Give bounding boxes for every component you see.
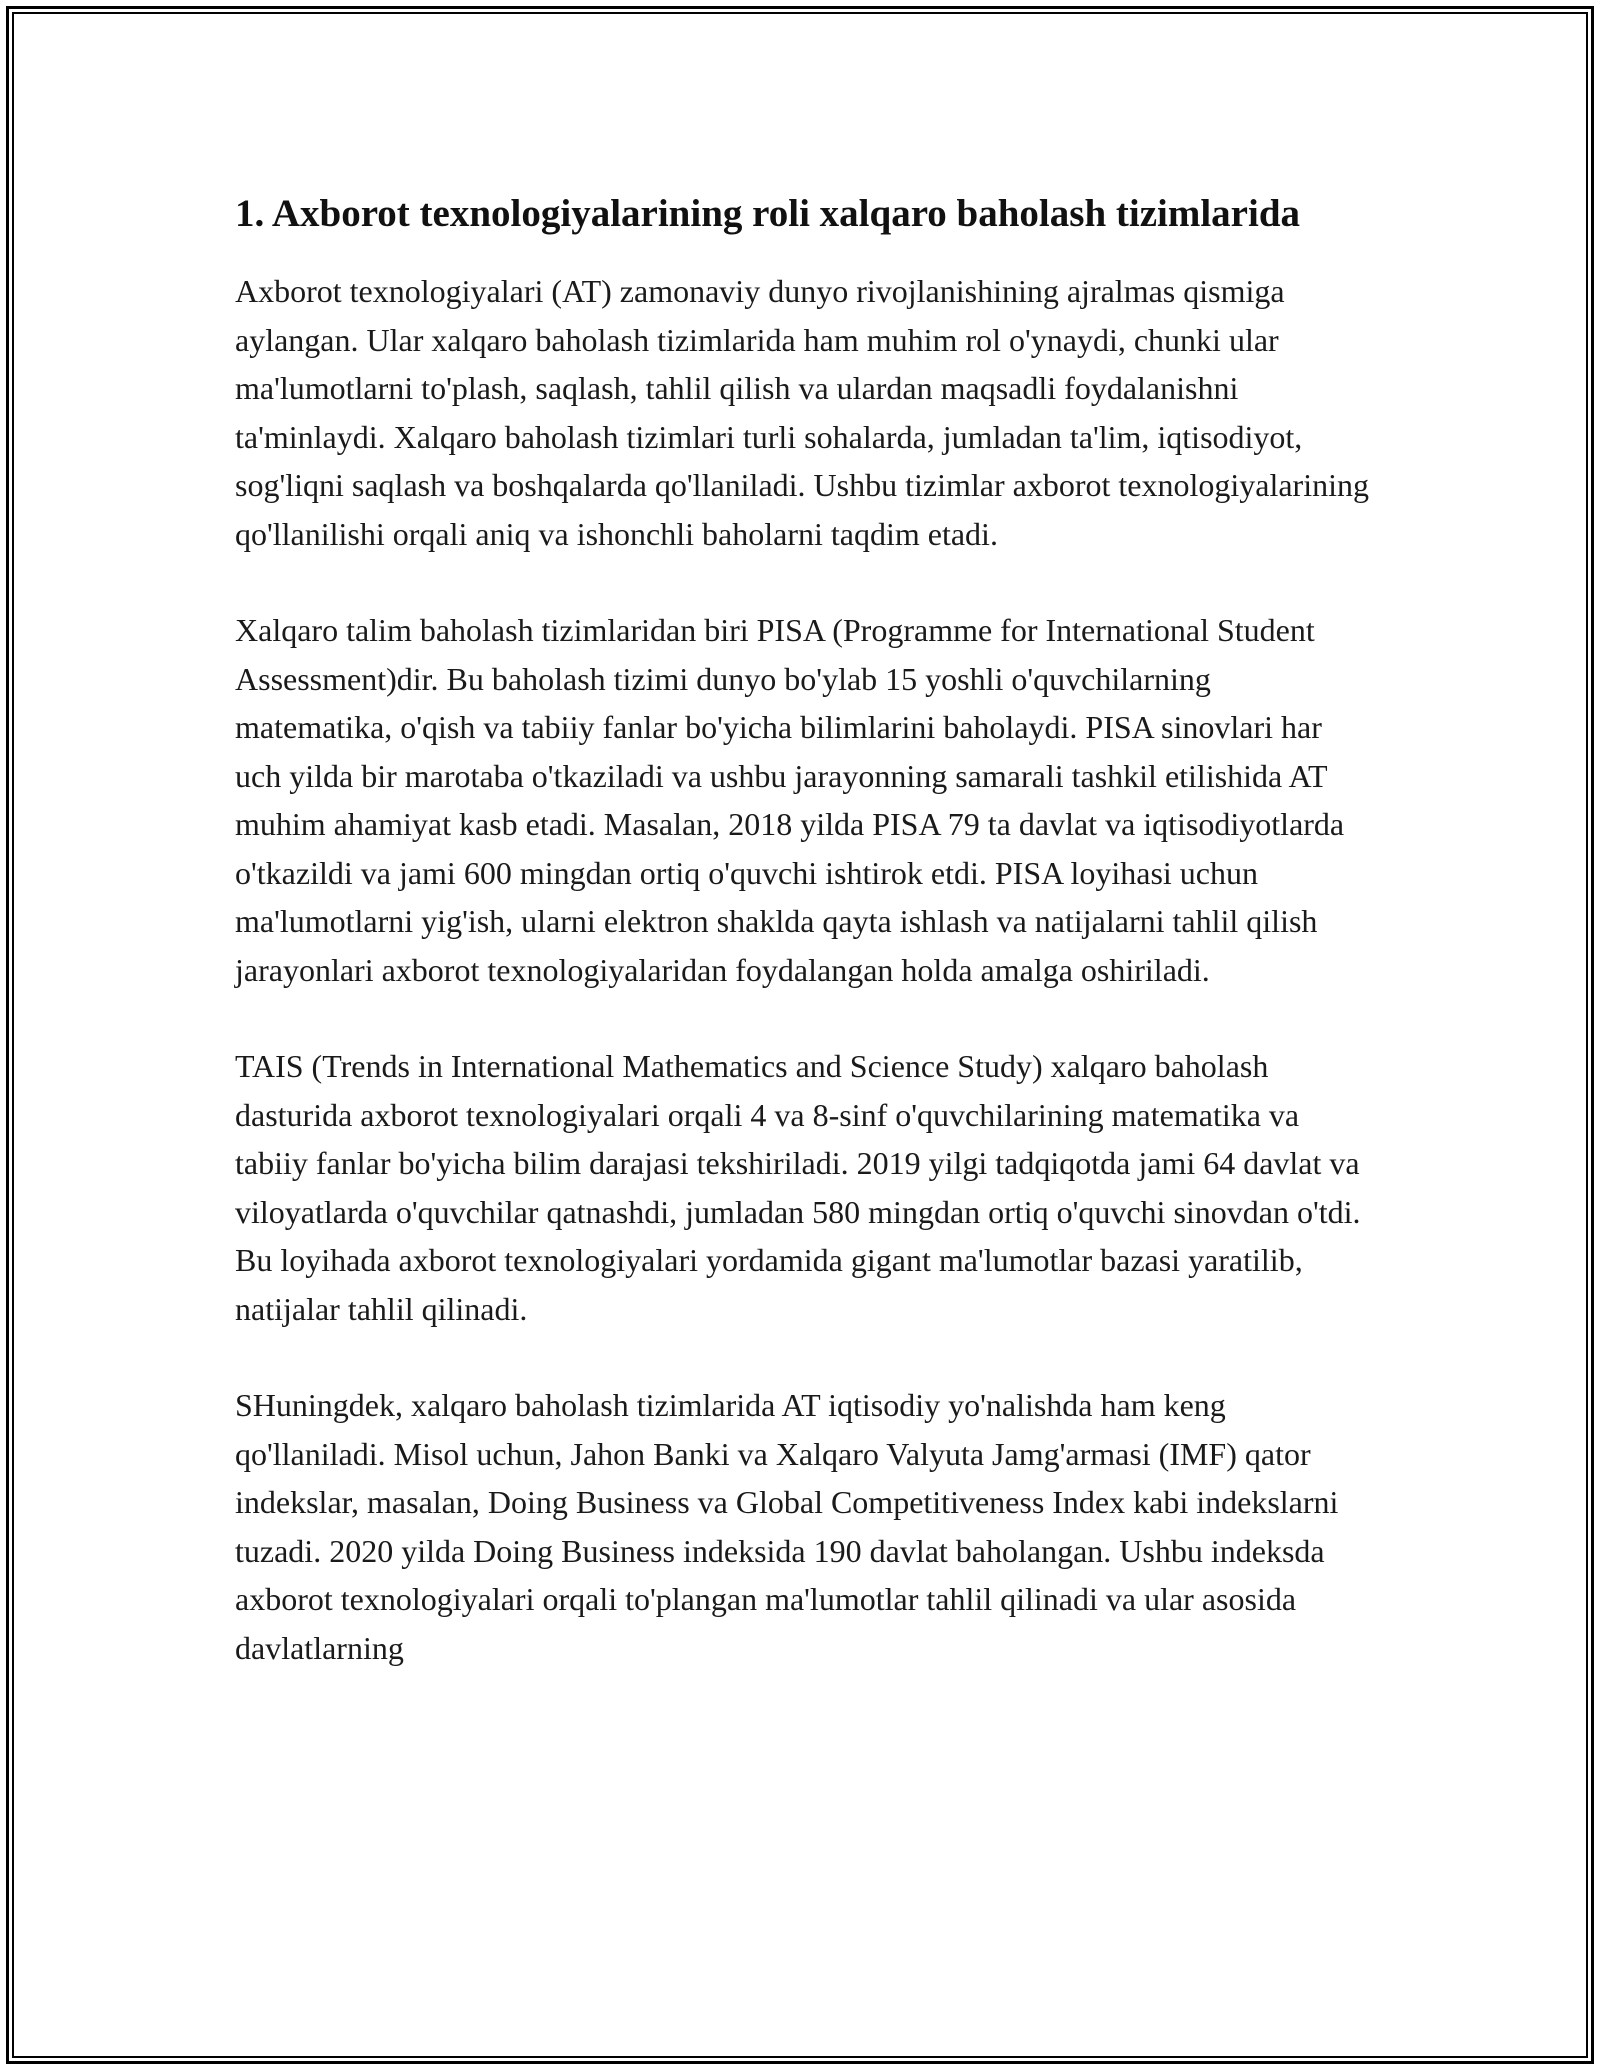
- document-body: [235, 186, 1370, 1672]
- paragraph-economic: SHuningdek, xalqaro baholash tizimlarida AT iqtisodiy yo'nalishda ham keng qo'llaniladi. Misol uchun, Jahon Banki va Xalqaro Valyuta Jamg'armasi (IMF) qator indekslar, masalan, Doing Business va Global Competitiveness Index kabi indekslarni tuzadi. 2020 yilda Doing Business indeksida 190 davlat baholangan. Ushbu indeksda axborot texnologiyalari orqali to'plangan ma'lumotlar tahlil qilinadi va ular asosida davlatlarning: [235, 1387, 1339, 1666]
- paragraph-tais: TAIS (Trends in International Mathematics and Science Study) xalqaro baholash dasturida axborot texnologiyalari orqali 4 va 8-sinf o'quvchilarining matematika va tabiiy fanlar bo'yicha bilim darajasi tekshiriladi. 2019 yilgi tadqiqotda jami 64 davlat va viloyatlarda o'quvchilar qatnashdi, jumladan 580 mingdan ortiq o'quvchi sinovdan o'tdi. Bu loyihada axborot texnologiyalari yordamida gigant ma'lumotlar bazasi yaratilib, natijalar tahlil qilinadi.: [235, 1048, 1361, 1327]
- paragraph-intro: Axborot texnologiyalari (AT) zamonaviy dunyo rivojlanishining ajralmas qismiga aylangan. Ular xalqaro baholash tizimlarida ham muhim rol o'ynaydi, chunki ular ma'lumotlarni to'plash, saqlash, tahlil qilish va ulardan maqsadli foydalanishni ta'minlaydi. Xalqaro baholash tizimlari turli sohalarda, jumladan ta'lim, iqtisodiyot, sog'liqni saqlash va boshqalarda qo'llaniladi. Ushbu tizimlar axborot texnologiyalarining qo'llanilishi orqali aniq va ishonchli baholarni taqdim etadi.: [235, 273, 1369, 552]
- section-heading: 1. Axborot texnologiyalarining roli xalqaro baholash tizimlarida: [235, 192, 1301, 235]
- paragraph-pisa: Xalqaro talim baholash tizimlaridan biri PISA (Programme for International Student Assessment)dir. Bu baholash tizimi dunyo bo'ylab 15 yoshli o'quvchilarning matematika, o'qish va tabiiy fanlar bo'yicha bilimlarini baholaydi. PISA sinovlari har uch yilda bir marotaba o'tkaziladi va ushbu jarayonning samarali tashkil etilishida AT muhim ahamiyat kasb etadi. Masalan, 2018 yilda PISA 79 ta davlat va iqtisodiyotlarda o'tkazildi va jami 600 mingdan ortiq o'quvchi ishtirok etdi. PISA loyihasi uchun ma'lumotlarni yig'ish, ularni elektron shaklda qayta ishlash va natijalarni tahlil qilish jarayonlari axborot texnologiyalaridan foydalangan holda amalga oshiriladi.: [235, 612, 1345, 988]
